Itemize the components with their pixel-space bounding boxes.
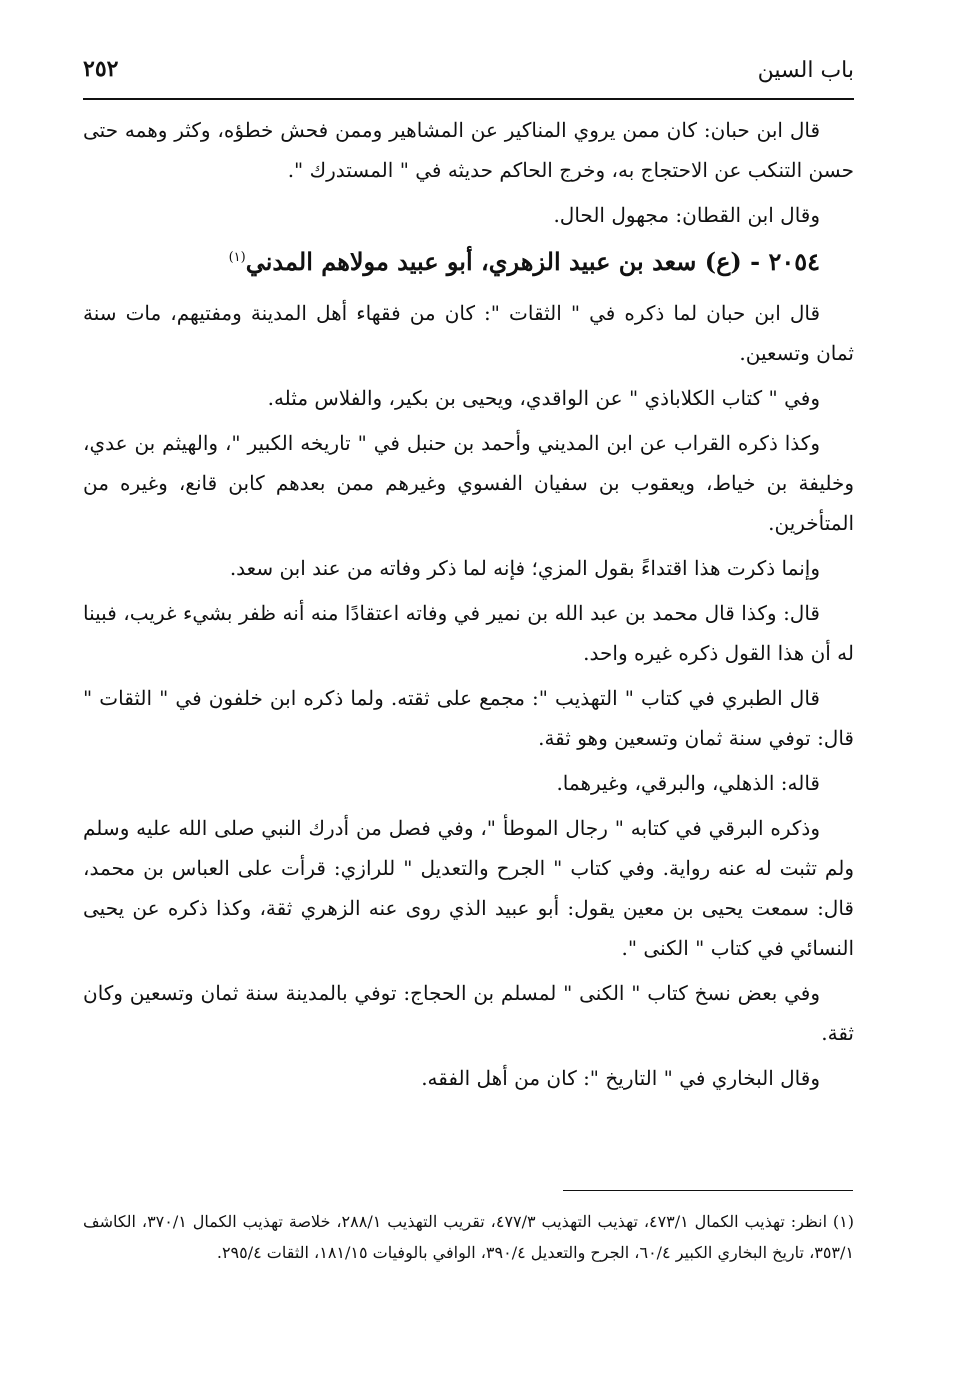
paragraph: وقال البخاري في " التاريخ ": كان من أهل الفقه. [421,1066,820,1090]
paragraph: وإنما ذكرت هذا اقتداءً بقول المزي؛ فإنه لما ذكر وفاته من عند ابن سعد. [229,556,820,580]
page-number: ٢٥٢ [83,56,119,82]
paragraph: قال ابن حبان لما ذكره في " الثقات ": كان من فقهاء أهل المدينة ومفتيهم، مات سنة ثمان وتسعين. [83,301,854,365]
paragraph: وكذا ذكره القراب عن ابن المديني وأحمد بن حنبل في " تاريخه الكبير "، والهيثم بن عدي، وخليفة بن خياط، ويعقوب بن سفيان الفسوي وغيرهم ممن بعدهم كابن قانع، وغيره من المتأخرين. [83,431,854,535]
paragraph: وذكره البرقي في كتابه " رجال الموطأ "، وفي فصل من أدرك النبي صلى الله عليه وسلم ولم تثبت له عنه رواية. وفي كتاب " الجرح والتعديل " للرازي: قرأت على العباس بن محمد، قال: سمعت يحيى بن معين يقول: أبو عبيد الذي روى عنه الزهري ثقة، وكذا ذكره عن يحيى النسائي في كتاب " الكنى ". [83,816,854,960]
paragraph: وفي بعض نسخ كتاب " الكنى " لمسلم بن الحجاج: توفي بالمدينة سنة ثمان وتسعين وكان ثقة. [83,981,854,1045]
page-header [83,52,854,96]
paragraph: قال: وكذا قال محمد بن عبد الله بن نمير في وفاته اعتقادًا منه أنه ظفر بشيء غريب، فبينا له أن هذا القول ذكره غيره واحد. [83,601,854,665]
footnote [83,1206,854,1268]
footnote-divider [563,1190,853,1191]
paragraph: وفي " كتاب الكلاباذي " عن الواقدي، ويحيى بن بكير، والفلاس مثله. [267,386,820,410]
paragraph: قال ابن حبان: كان ممن يروي المناكير عن المشاهير وممن فحش خطؤه، وكثر وهمه حتى حسن التنكب عن الاحتجاج به، وخرج الحاكم حديثه في " المستدرك ". [83,118,854,182]
paragraph: قاله: الذهلي، والبرقي، وغيرهما. [556,771,820,795]
paragraph: قال الطبري في كتاب " التهذيب ": مجمع على ثقته. ولما ذكره ابن خلفون في " الثقات " قال: توفي سنة ثمان وتسعين وهو ثقة. [83,686,854,750]
chapter-title: باب السين [757,58,854,83]
footnote-text: (١) انظر: تهذيب الكمال ٤٧٣/١، تهذيب التهذيب ٤٧٧/٣، تقريب التهذيب ٢٨٨/١، خلاصة تهذيب الكمال ٣٧٠/١، الكاشف ٣٥٣/١، تاريخ البخاري الكبير ٦٠/٤، الجرح والتعديل ٣٩٠/٤، الوافي بالوفيات ١٨١/١٥، الثقات ٢٩٥/٤. [83,1212,855,1262]
footnote-marker[interactable]: (١) [228,250,246,265]
entry-heading-text: ٢٠٥٤ - (ع) سعد بن عبيد الزهري، أبو عبيد مولاهم المدني [245,247,820,276]
main-text [83,110,854,1103]
header-divider [83,98,854,100]
paragraph: وقال ابن القطان: مجهول الحال. [553,203,820,227]
entry-heading [83,241,854,283]
